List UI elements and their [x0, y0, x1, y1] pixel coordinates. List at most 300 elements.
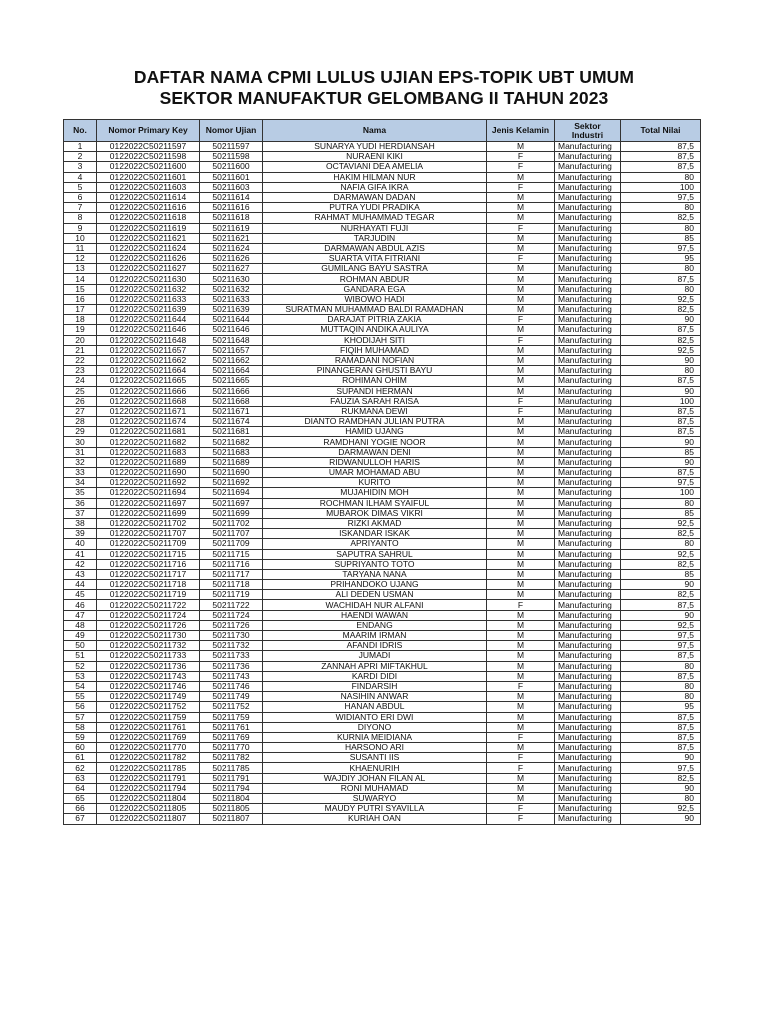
cell-nomor-ujian: 50211761	[200, 722, 263, 732]
cell-total-nilai: 87,5	[621, 376, 701, 386]
cell-nama: WIBOWO HADI	[263, 294, 487, 304]
cell-nama: TARYANA NANA	[263, 569, 487, 579]
cell-no: 67	[64, 814, 97, 824]
cell-nama: KHAENURIH	[263, 763, 487, 773]
cell-jenis-kelamin: M	[487, 437, 555, 447]
cell-sektor: Manufacturing	[555, 488, 621, 498]
cell-sektor: Manufacturing	[555, 610, 621, 620]
cell-sektor: Manufacturing	[555, 233, 621, 243]
cell-jenis-kelamin: M	[487, 508, 555, 518]
cell-jenis-kelamin: M	[487, 651, 555, 661]
cell-total-nilai: 92,5	[621, 620, 701, 630]
cell-jenis-kelamin: M	[487, 580, 555, 590]
cell-sektor: Manufacturing	[555, 661, 621, 671]
cell-total-nilai: 92,5	[621, 518, 701, 528]
cell-primary-key: 0122022C50211618	[97, 213, 200, 223]
cell-no: 27	[64, 406, 97, 416]
table-row	[64, 783, 701, 793]
cell-jenis-kelamin: F	[487, 254, 555, 264]
cell-sektor: Manufacturing	[555, 600, 621, 610]
header-sektor-line1: Sektor	[574, 120, 601, 131]
table-row	[64, 518, 701, 528]
cell-nomor-ujian: 50211717	[200, 569, 263, 579]
cell-total-nilai: 80	[621, 366, 701, 376]
cell-no: 15	[64, 284, 97, 294]
cell-no: 5	[64, 182, 97, 192]
cell-nomor-ujian: 50211699	[200, 508, 263, 518]
cell-nomor-ujian: 50211665	[200, 376, 263, 386]
cell-nama: MUBAROK DIMAS VIKRI	[263, 508, 487, 518]
cell-nomor-ujian: 50211730	[200, 631, 263, 641]
table-row	[64, 264, 701, 274]
cell-sektor: Manufacturing	[555, 549, 621, 559]
cell-no: 9	[64, 223, 97, 233]
table-row	[64, 203, 701, 213]
cell-nomor-ujian: 50211671	[200, 406, 263, 416]
cell-sektor: Manufacturing	[555, 203, 621, 213]
cell-jenis-kelamin: M	[487, 631, 555, 641]
cell-no: 54	[64, 681, 97, 691]
cell-jenis-kelamin: F	[487, 753, 555, 763]
cell-nomor-ujian: 50211683	[200, 447, 263, 457]
cell-primary-key: 0122022C50211782	[97, 753, 200, 763]
cell-total-nilai: 90	[621, 457, 701, 467]
cell-sektor: Manufacturing	[555, 192, 621, 202]
document-subtitle: SEKTOR MANUFAKTUR GELOMBANG II TAHUN 2023	[159, 88, 609, 108]
cell-nomor-ujian: 50211614	[200, 192, 263, 202]
cell-primary-key: 0122022C50211616	[97, 203, 200, 213]
cell-nomor-ujian: 50211657	[200, 345, 263, 355]
cell-primary-key: 0122022C50211624	[97, 243, 200, 253]
cell-nama: SUNARYA YUDI HERDIANSAH	[263, 142, 487, 152]
table-row	[64, 406, 701, 416]
cell-jenis-kelamin: M	[487, 264, 555, 274]
cell-total-nilai: 80	[621, 539, 701, 549]
cell-sektor: Manufacturing	[555, 753, 621, 763]
cell-nama: DARMAWAN DADAN	[263, 192, 487, 202]
cell-jenis-kelamin: M	[487, 722, 555, 732]
cell-nama: MAARIM IRMAN	[263, 631, 487, 641]
cell-total-nilai: 85	[621, 508, 701, 518]
cell-primary-key: 0122022C50211621	[97, 233, 200, 243]
cell-sektor: Manufacturing	[555, 182, 621, 192]
cell-nama: TARJUDIN	[263, 233, 487, 243]
cell-primary-key: 0122022C50211668	[97, 396, 200, 406]
cell-primary-key: 0122022C50211689	[97, 457, 200, 467]
cell-total-nilai: 82,5	[621, 559, 701, 569]
table-row	[64, 620, 701, 630]
cell-no: 19	[64, 325, 97, 335]
cell-nomor-ujian: 50211804	[200, 794, 263, 804]
table-row	[64, 243, 701, 253]
cell-jenis-kelamin: M	[487, 559, 555, 569]
cell-no: 64	[64, 783, 97, 793]
cell-total-nilai: 82,5	[621, 305, 701, 315]
cell-no: 29	[64, 427, 97, 437]
cell-primary-key: 0122022C50211697	[97, 498, 200, 508]
cell-nama: SUSANTI IIS	[263, 753, 487, 763]
cell-jenis-kelamin: F	[487, 814, 555, 824]
cell-total-nilai: 87,5	[621, 651, 701, 661]
cell-jenis-kelamin: M	[487, 305, 555, 315]
cell-nomor-ujian: 50211626	[200, 254, 263, 264]
table-header	[64, 120, 701, 142]
cell-primary-key: 0122022C50211626	[97, 254, 200, 264]
cell-primary-key: 0122022C50211627	[97, 264, 200, 274]
cell-no: 55	[64, 692, 97, 702]
cell-nama: OCTAVIANI DEA AMELIA	[263, 162, 487, 172]
table-row	[64, 223, 701, 233]
cell-no: 18	[64, 315, 97, 325]
cell-jenis-kelamin: M	[487, 620, 555, 630]
cell-nomor-ujian: 50211692	[200, 478, 263, 488]
cell-nomor-ujian: 50211807	[200, 814, 263, 824]
cell-no: 21	[64, 345, 97, 355]
table-row	[64, 325, 701, 335]
cell-nama: SUPRIYANTO TOTO	[263, 559, 487, 569]
cell-sektor: Manufacturing	[555, 804, 621, 814]
cell-jenis-kelamin: M	[487, 427, 555, 437]
cell-total-nilai: 90	[621, 580, 701, 590]
cell-total-nilai: 87,5	[621, 325, 701, 335]
cell-sektor: Manufacturing	[555, 651, 621, 661]
cell-nomor-ujian: 50211603	[200, 182, 263, 192]
cell-sektor: Manufacturing	[555, 213, 621, 223]
cell-sektor: Manufacturing	[555, 406, 621, 416]
cell-jenis-kelamin: F	[487, 152, 555, 162]
cell-total-nilai: 87,5	[621, 152, 701, 162]
cell-total-nilai: 87,5	[621, 274, 701, 284]
cell-primary-key: 0122022C50211699	[97, 508, 200, 518]
cell-nama: WIDIANTO ERI DWI	[263, 712, 487, 722]
cell-jenis-kelamin: M	[487, 794, 555, 804]
table-row	[64, 396, 701, 406]
cell-nama: SAPUTRA SAHRUL	[263, 549, 487, 559]
cell-no: 13	[64, 264, 97, 274]
cell-total-nilai: 92,5	[621, 804, 701, 814]
cell-sektor: Manufacturing	[555, 763, 621, 773]
cell-nomor-ujian: 50211681	[200, 427, 263, 437]
cell-jenis-kelamin: M	[487, 529, 555, 539]
cell-nama: WACHIDAH NUR ALFANI	[263, 600, 487, 610]
table-row	[64, 580, 701, 590]
cell-no: 23	[64, 366, 97, 376]
cell-total-nilai: 80	[621, 498, 701, 508]
cell-jenis-kelamin: M	[487, 641, 555, 651]
table-row	[64, 457, 701, 467]
cell-sektor: Manufacturing	[555, 814, 621, 824]
table-row	[64, 508, 701, 518]
cell-no: 51	[64, 651, 97, 661]
cell-no: 36	[64, 498, 97, 508]
cell-nomor-ujian: 50211682	[200, 437, 263, 447]
cell-no: 62	[64, 763, 97, 773]
cell-nomor-ujian: 50211724	[200, 610, 263, 620]
cell-sektor: Manufacturing	[555, 284, 621, 294]
cell-jenis-kelamin: M	[487, 743, 555, 753]
cell-nama: ALI DEDEN USMAN	[263, 590, 487, 600]
cell-nama: FIQIH MUHAMAD	[263, 345, 487, 355]
cell-no: 53	[64, 671, 97, 681]
cell-nama: HAKIM HILMAN NUR	[263, 172, 487, 182]
cell-nama: DIANTO RAMDHAN JULIAN PUTRA	[263, 417, 487, 427]
cell-nama: DARMAWAN ABDUL AZIS	[263, 243, 487, 253]
cell-total-nilai: 87,5	[621, 712, 701, 722]
cell-no: 43	[64, 569, 97, 579]
cell-no: 48	[64, 620, 97, 630]
cell-jenis-kelamin: M	[487, 518, 555, 528]
header-no: No.	[64, 120, 97, 142]
cell-nomor-ujian: 50211646	[200, 325, 263, 335]
cell-jenis-kelamin: F	[487, 681, 555, 691]
cell-nama: PRIHANDOKO UJANG	[263, 580, 487, 590]
cell-total-nilai: 80	[621, 661, 701, 671]
cell-nama: NURHAYATI FUJI	[263, 223, 487, 233]
cell-no: 60	[64, 743, 97, 753]
cell-no: 38	[64, 518, 97, 528]
cell-primary-key: 0122022C50211632	[97, 284, 200, 294]
cell-total-nilai: 90	[621, 814, 701, 824]
cell-no: 34	[64, 478, 97, 488]
cell-primary-key: 0122022C50211770	[97, 743, 200, 753]
table-row	[64, 142, 701, 152]
cell-nama: JUMADI	[263, 651, 487, 661]
cell-no: 65	[64, 794, 97, 804]
cell-nomor-ujian: 50211805	[200, 804, 263, 814]
cell-primary-key: 0122022C50211674	[97, 417, 200, 427]
cell-no: 41	[64, 549, 97, 559]
cell-jenis-kelamin: F	[487, 335, 555, 345]
document-title: DAFTAR NAMA CPMI LULUS UJIAN EPS-TOPIK UBT UMUM	[133, 67, 635, 87]
cell-sektor: Manufacturing	[555, 315, 621, 325]
cell-total-nilai: 85	[621, 569, 701, 579]
table-row	[64, 529, 701, 539]
cell-total-nilai: 87,5	[621, 406, 701, 416]
cell-total-nilai: 87,5	[621, 743, 701, 753]
table-row	[64, 794, 701, 804]
cell-total-nilai: 87,5	[621, 722, 701, 732]
table-row	[64, 732, 701, 742]
cell-no: 31	[64, 447, 97, 457]
cell-jenis-kelamin: F	[487, 182, 555, 192]
cell-nama: ROCHMAN ILHAM SYAIFUL	[263, 498, 487, 508]
cell-nama: HANAN ABDUL	[263, 702, 487, 712]
cell-primary-key: 0122022C50211794	[97, 783, 200, 793]
cell-jenis-kelamin: F	[487, 763, 555, 773]
cell-jenis-kelamin: M	[487, 325, 555, 335]
cell-nomor-ujian: 50211644	[200, 315, 263, 325]
cell-jenis-kelamin: M	[487, 661, 555, 671]
table-row	[64, 447, 701, 457]
table-row	[64, 427, 701, 437]
cell-nama: PUTRA YUDI PRADIKA	[263, 203, 487, 213]
cell-jenis-kelamin: M	[487, 172, 555, 182]
cell-sektor: Manufacturing	[555, 559, 621, 569]
cell-primary-key: 0122022C50211657	[97, 345, 200, 355]
cell-total-nilai: 97,5	[621, 478, 701, 488]
cell-nomor-ujian: 50211759	[200, 712, 263, 722]
cell-primary-key: 0122022C50211807	[97, 814, 200, 824]
cell-no: 50	[64, 641, 97, 651]
cell-jenis-kelamin: M	[487, 274, 555, 284]
cell-primary-key: 0122022C50211717	[97, 569, 200, 579]
cell-total-nilai: 80	[621, 794, 701, 804]
cell-nama: PINANGERAN GHUSTI BAYU	[263, 366, 487, 376]
table-row	[64, 773, 701, 783]
cell-primary-key: 0122022C50211646	[97, 325, 200, 335]
cell-primary-key: 0122022C50211690	[97, 468, 200, 478]
cell-sektor: Manufacturing	[555, 305, 621, 315]
cell-nomor-ujian: 50211618	[200, 213, 263, 223]
cell-total-nilai: 85	[621, 233, 701, 243]
header-total-nilai: Total Nilai	[621, 120, 701, 142]
table-row	[64, 315, 701, 325]
cell-primary-key: 0122022C50211702	[97, 518, 200, 528]
table-row	[64, 162, 701, 172]
cell-jenis-kelamin: M	[487, 692, 555, 702]
cell-nama: KURIAH OAN	[263, 814, 487, 824]
cell-sektor: Manufacturing	[555, 162, 621, 172]
table-row	[64, 722, 701, 732]
cell-nama: SUARTA VITA FITRIANI	[263, 254, 487, 264]
cell-sektor: Manufacturing	[555, 223, 621, 233]
cell-primary-key: 0122022C50211600	[97, 162, 200, 172]
cell-no: 45	[64, 590, 97, 600]
cell-nama: ROHIMAN OHIM	[263, 376, 487, 386]
cell-jenis-kelamin: M	[487, 355, 555, 365]
cell-primary-key: 0122022C50211752	[97, 702, 200, 712]
cell-no: 10	[64, 233, 97, 243]
table-row	[64, 345, 701, 355]
cell-primary-key: 0122022C50211733	[97, 651, 200, 661]
header-sektor-industri	[555, 120, 621, 142]
table-row	[64, 671, 701, 681]
table-row	[64, 366, 701, 376]
cell-no: 40	[64, 539, 97, 549]
cell-no: 52	[64, 661, 97, 671]
cell-primary-key: 0122022C50211791	[97, 773, 200, 783]
table-row	[64, 437, 701, 447]
cell-jenis-kelamin: M	[487, 712, 555, 722]
cell-total-nilai: 80	[621, 284, 701, 294]
cell-nama: SUWARYO	[263, 794, 487, 804]
cell-nama: HARSONO ARI	[263, 743, 487, 753]
cell-nama: KHODIJAH SITI	[263, 335, 487, 345]
cell-nama: MUJAHIDIN MOH	[263, 488, 487, 498]
cell-nama: ZANNAH APRI MIFTAKHUL	[263, 661, 487, 671]
table-row	[64, 631, 701, 641]
table-row	[64, 814, 701, 824]
cell-nama: WAJDIY JOHAN FILAN AL	[263, 773, 487, 783]
cell-sektor: Manufacturing	[555, 508, 621, 518]
cell-nama: GANDARA EGA	[263, 284, 487, 294]
cell-nama: KURITO	[263, 478, 487, 488]
cell-sektor: Manufacturing	[555, 631, 621, 641]
cell-nomor-ujian: 50211627	[200, 264, 263, 274]
table-row	[64, 274, 701, 284]
cell-jenis-kelamin: M	[487, 569, 555, 579]
cell-sektor: Manufacturing	[555, 457, 621, 467]
cell-nomor-ujian: 50211770	[200, 743, 263, 753]
table-row	[64, 539, 701, 549]
cell-nomor-ujian: 50211664	[200, 366, 263, 376]
cell-nomor-ujian: 50211716	[200, 559, 263, 569]
cell-sektor: Manufacturing	[555, 437, 621, 447]
cell-no: 11	[64, 243, 97, 253]
cell-primary-key: 0122022C50211601	[97, 172, 200, 182]
cell-nama: NURAENI KIKI	[263, 152, 487, 162]
cell-jenis-kelamin: M	[487, 386, 555, 396]
cell-primary-key: 0122022C50211718	[97, 580, 200, 590]
cell-nomor-ujian: 50211782	[200, 753, 263, 763]
cell-no: 44	[64, 580, 97, 590]
cell-total-nilai: 87,5	[621, 417, 701, 427]
table-row	[64, 182, 701, 192]
cell-nama: FINDARSIH	[263, 681, 487, 691]
cell-sektor: Manufacturing	[555, 243, 621, 253]
cell-total-nilai: 97,5	[621, 763, 701, 773]
cell-primary-key: 0122022C50211743	[97, 671, 200, 681]
cell-primary-key: 0122022C50211614	[97, 192, 200, 202]
cell-no: 3	[64, 162, 97, 172]
cell-sektor: Manufacturing	[555, 743, 621, 753]
cell-nama: HAENDI WAWAN	[263, 610, 487, 620]
cell-total-nilai: 100	[621, 488, 701, 498]
cell-nomor-ujian: 50211597	[200, 142, 263, 152]
cell-total-nilai: 80	[621, 681, 701, 691]
cell-primary-key: 0122022C50211683	[97, 447, 200, 457]
cell-nama: KARDI DIDI	[263, 671, 487, 681]
cell-no: 49	[64, 631, 97, 641]
cell-nomor-ujian: 50211709	[200, 539, 263, 549]
cell-jenis-kelamin: M	[487, 417, 555, 427]
cell-total-nilai: 90	[621, 610, 701, 620]
cell-nama: KURNIA MEIDIANA	[263, 732, 487, 742]
cell-primary-key: 0122022C50211603	[97, 182, 200, 192]
cell-sektor: Manufacturing	[555, 335, 621, 345]
cell-nama: RUKMANA DEWI	[263, 406, 487, 416]
cell-sektor: Manufacturing	[555, 274, 621, 284]
cell-total-nilai: 82,5	[621, 590, 701, 600]
cell-total-nilai: 100	[621, 182, 701, 192]
cell-total-nilai: 82,5	[621, 213, 701, 223]
table-row	[64, 498, 701, 508]
cell-sektor: Manufacturing	[555, 529, 621, 539]
cell-total-nilai: 100	[621, 396, 701, 406]
cell-nama: DIYONO	[263, 722, 487, 732]
cell-nama: ISKANDAR ISKAK	[263, 529, 487, 539]
cell-total-nilai: 87,5	[621, 427, 701, 437]
cell-primary-key: 0122022C50211633	[97, 294, 200, 304]
cell-nomor-ujian: 50211732	[200, 641, 263, 651]
table-row	[64, 702, 701, 712]
cell-nomor-ujian: 50211694	[200, 488, 263, 498]
cell-total-nilai: 82,5	[621, 529, 701, 539]
table-row	[64, 335, 701, 345]
cell-nama: SUPANDI HERMAN	[263, 386, 487, 396]
cell-jenis-kelamin: F	[487, 315, 555, 325]
cell-no: 37	[64, 508, 97, 518]
cell-total-nilai: 80	[621, 692, 701, 702]
cell-no: 7	[64, 203, 97, 213]
cell-total-nilai: 92,5	[621, 345, 701, 355]
cell-no: 12	[64, 254, 97, 264]
cell-nomor-ujian: 50211648	[200, 335, 263, 345]
cell-nomor-ujian: 50211791	[200, 773, 263, 783]
cell-total-nilai: 82,5	[621, 335, 701, 345]
cell-nomor-ujian: 50211666	[200, 386, 263, 396]
cell-nomor-ujian: 50211624	[200, 243, 263, 253]
